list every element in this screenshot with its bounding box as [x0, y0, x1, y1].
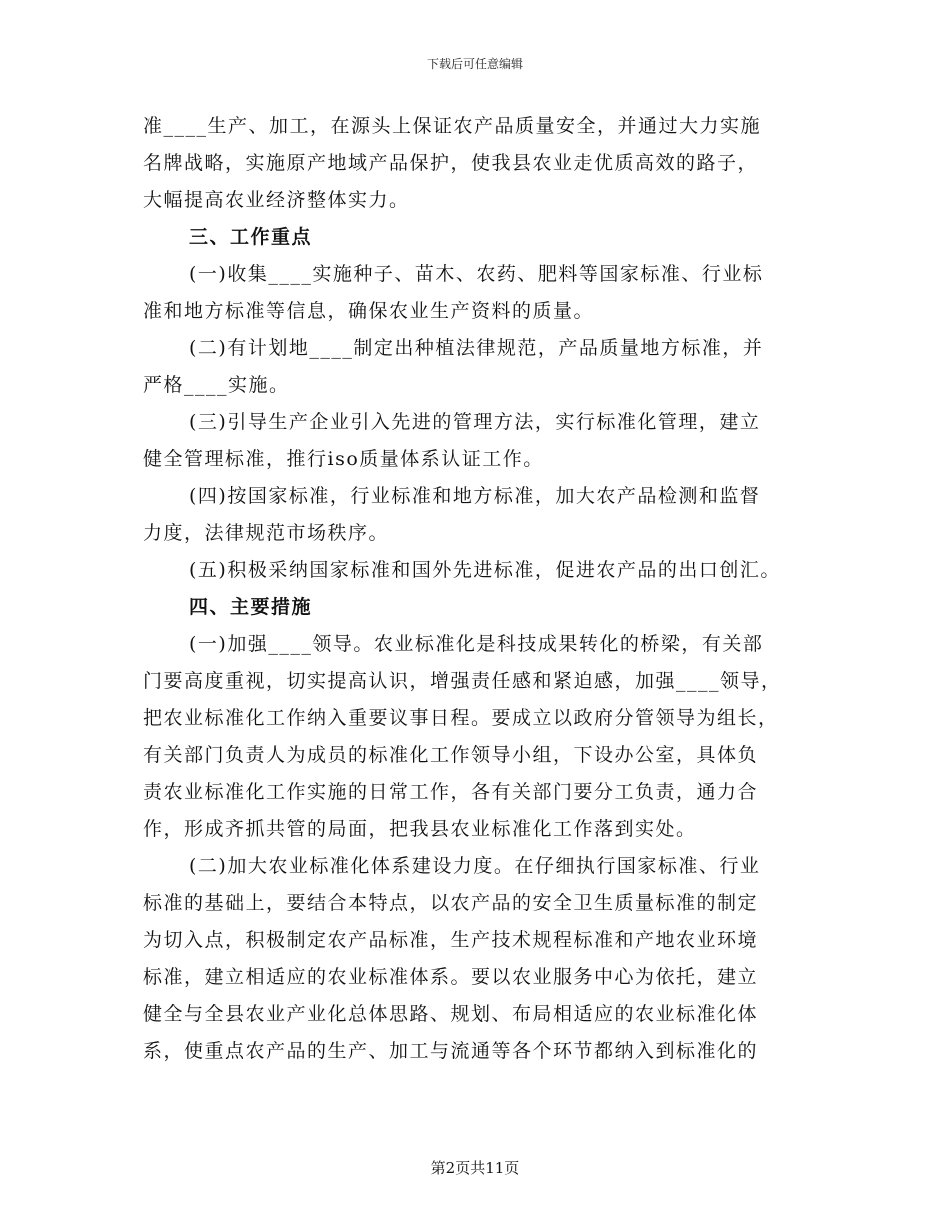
- body-text-line: 标准的基础上，要结合本特点，以农产品的安全卫生质量标准的制定: [143, 892, 759, 914]
- section-heading: 四、主要措施: [189, 596, 313, 618]
- body-text-line: (五)积极采纳国家标准和国外先进标准，促进农产品的出口创汇。: [189, 559, 781, 581]
- body-text-line: 严格____实施。: [143, 374, 290, 396]
- body-text-line: 门要高度重视，切实提高认识，增强责任感和紧迫感，加强____领导，: [143, 670, 782, 692]
- body-text-line: (二)加大农业标准化体系建设力度。在仔细执行国家标准、行业: [189, 855, 761, 877]
- body-text-line: 把农业标准化工作纳入重要议事日程。要成立以政府分管领导为组长，: [143, 707, 779, 729]
- body-text-line: 大幅提高农业经济整体实力。: [143, 189, 410, 211]
- body-text-line: 准____生产、加工，在源头上保证农产品质量安全，并通过大力实施: [143, 115, 762, 137]
- document-body: [143, 108, 803, 1070]
- body-text-line: 责农业标准化工作实施的日常工作，各有关部门要分工负责，通力合: [143, 781, 759, 803]
- body-text-line: 有关部门负责人为成员的标准化工作领导小组，下设办公室，具体负: [143, 744, 759, 766]
- body-text-line: 力度，法律规范市场秩序。: [143, 522, 390, 544]
- body-text-line: (一)加强____领导。农业标准化是科技成果转化的桥梁，有关部: [189, 633, 764, 655]
- body-text-line: 准和地方标准等信息，确保农业生产资料的质量。: [143, 300, 595, 322]
- body-text-line: (四)按国家标准，行业标准和地方标准，加大农产品检测和监督: [189, 485, 761, 507]
- body-text-line: 健全与全县农业产业化总体思路、规划、布局相适应的农业标准化体: [143, 1003, 759, 1025]
- body-text-line: 为切入点，积极制定农产品标准，生产技术规程标准和产地农业环境: [143, 929, 759, 951]
- page-header: 下载后可任意编辑: [426, 57, 523, 71]
- body-text-line: 标准，建立相适应的农业标准体系。要以农业服务中心为依托，建立: [143, 966, 759, 988]
- body-text-line: (一)收集____实施种子、苗木、农药、肥料等国家标准、行业标: [189, 263, 764, 285]
- section-heading: 三、工作重点: [189, 226, 313, 248]
- page-footer: 第2页共11页: [430, 1159, 520, 1177]
- body-text-line: 作，形成齐抓共管的局面，把我县农业标准化工作落到实处。: [143, 818, 697, 840]
- body-text-line: (二)有计划地____制定出种植法律规范，产品质量地方标准，并: [189, 337, 764, 359]
- body-text-line: 名牌战略，实施原产地域产品保护，使我县农业走优质高效的路子，: [143, 152, 759, 174]
- body-text-line: 健全管理标准，推行iso质量体系认证工作。: [143, 448, 544, 470]
- body-text-line: (三)引导生产企业引入先进的管理方法，实行标准化管理，建立: [189, 411, 761, 433]
- body-text-line: 系，使重点农产品的生产、加工与流通等各个环节都纳入到标准化的: [143, 1040, 759, 1062]
